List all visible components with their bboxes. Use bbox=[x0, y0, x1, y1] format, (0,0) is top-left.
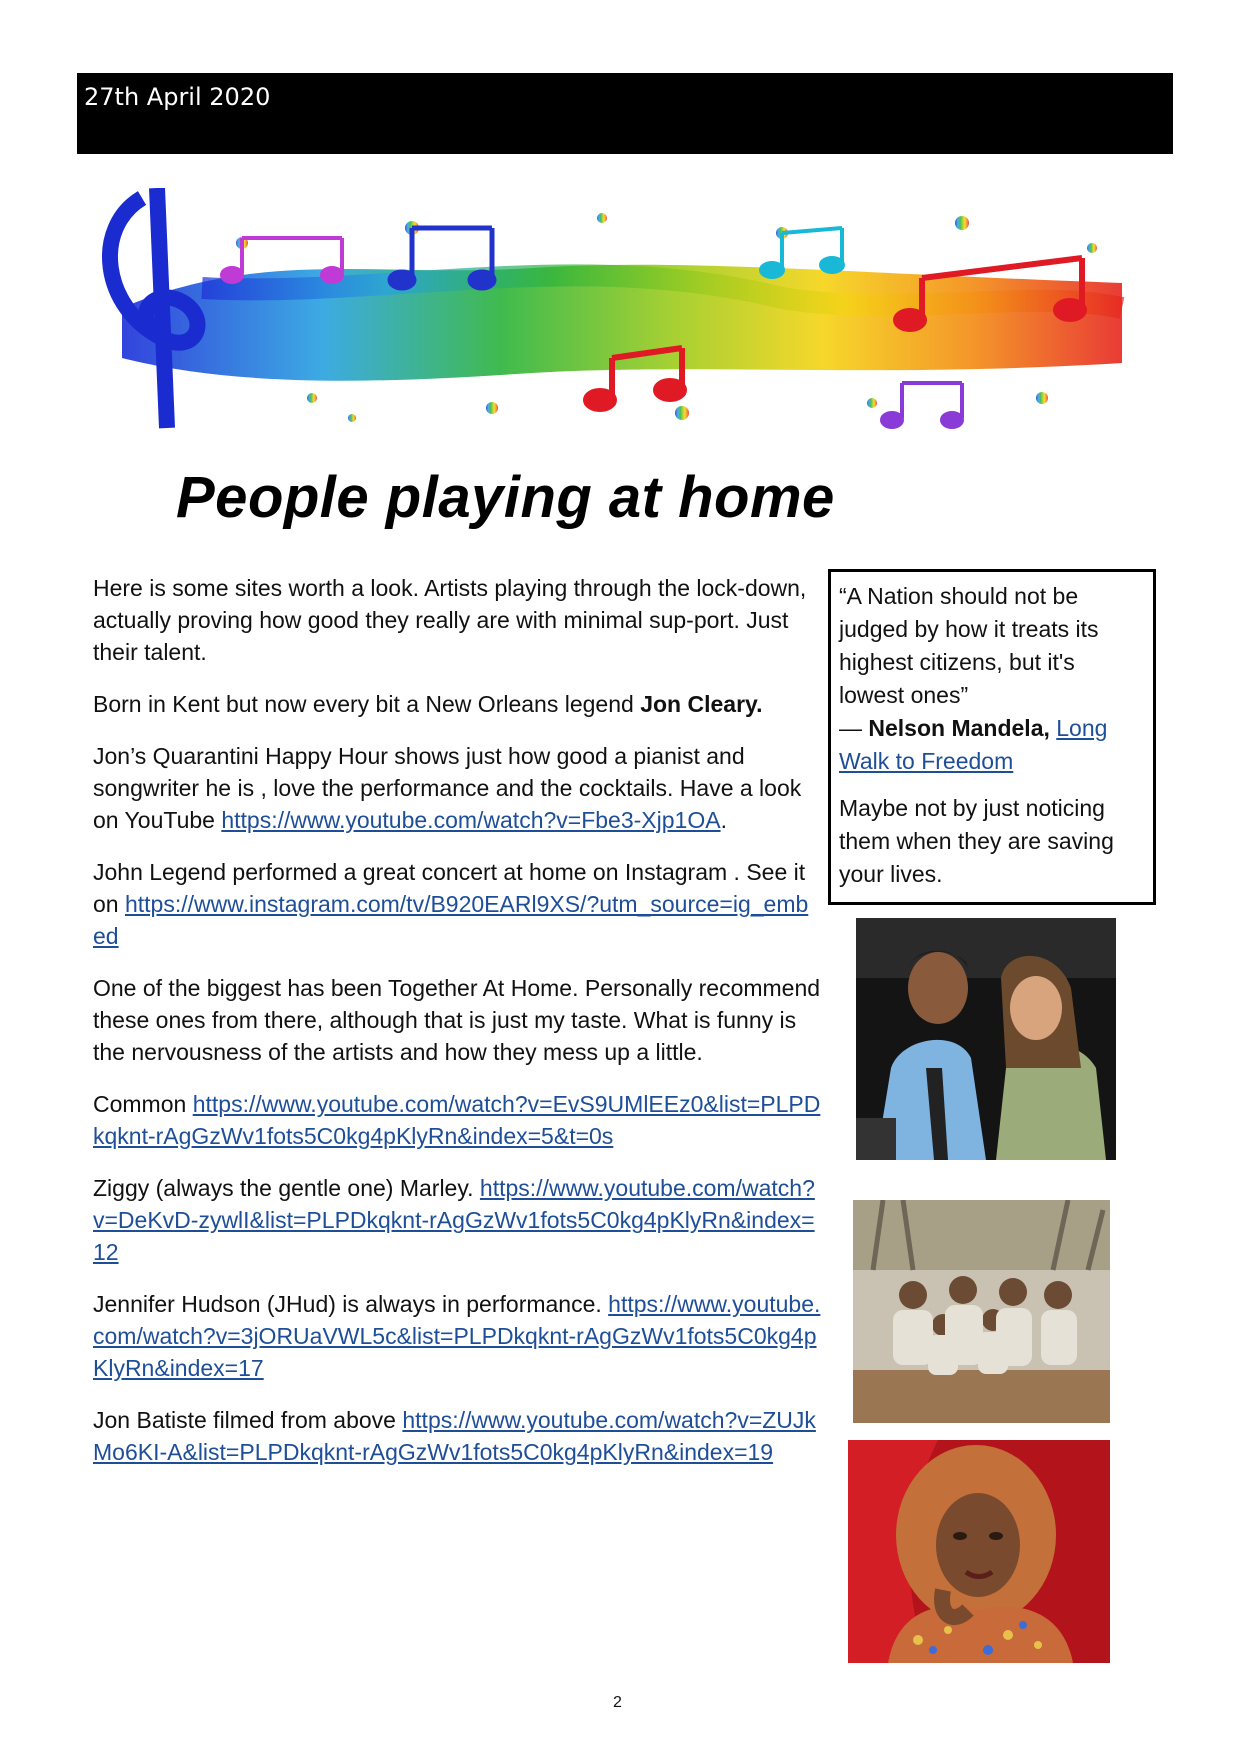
common-paragraph bbox=[93, 1088, 821, 1152]
page-number: 2 bbox=[613, 1694, 622, 1711]
hudson-paragraph bbox=[93, 1288, 821, 1384]
ziggy-paragraph bbox=[93, 1172, 821, 1268]
page-title: People playing at home bbox=[176, 465, 835, 530]
photo-jennifer-hudson bbox=[848, 1440, 1110, 1663]
common-link[interactable]: https://www.youtube.com/watch?v=EvS9UMlEEz0&list=PLPDkqknt-rAgGzWv1fots5C0kg4pKlyRn&index=5&t=0s bbox=[93, 1091, 821, 1149]
article-body bbox=[93, 572, 821, 1488]
ziggy-link[interactable]: https://www.youtube.com/watch?v=DeKvD-zywlI&list=PLPDkqknt-rAgGzWv1fots5C0kg4pKlyRn&index=12 bbox=[93, 1175, 815, 1265]
quarantini-text: Jon’s Quarantini Happy Hour shows just how good a pianist and songwriter he is , love the performance and the cocktails. Have a look on YouTube bbox=[93, 743, 802, 833]
ziggy-text: Ziggy (always the gentle one) Marley. bbox=[93, 1175, 480, 1201]
common-text: Common bbox=[93, 1091, 193, 1117]
batiste-text: Jon Batiste filmed from above bbox=[93, 1407, 403, 1433]
together-paragraph: One of the biggest has been Together At Home. Personally recommend these ones from there, although that is just my taste. What is funny is the nervousness of the artists and how they mess up a little. bbox=[93, 975, 821, 1065]
batiste-paragraph bbox=[93, 1404, 821, 1468]
hudson-link[interactable]: https://www.youtube.com/watch?v=3jORUaVWL5c&list=PLPDkqknt-rAgGzWv1fots5C0kg4pKlyRn&index=17 bbox=[93, 1291, 821, 1381]
quote-author: Nelson Mandela, bbox=[868, 715, 1050, 741]
quote-dash: — bbox=[839, 715, 869, 741]
quote-box bbox=[828, 569, 1156, 905]
batiste-link[interactable]: https://www.youtube.com/watch?v=ZUJkMo6KI-A&list=PLPDkqknt-rAgGzWv1fots5C0kg4pKlyRn&index=19 bbox=[93, 1407, 816, 1465]
intro-paragraph: Here is some sites worth a look. Artists playing through the lock-down, actually proving how good they really are with minimal sup-port. Just their talent. bbox=[93, 575, 807, 665]
quote-text-block bbox=[839, 580, 1145, 778]
photo-john-legend bbox=[856, 918, 1116, 1160]
quarantini-link[interactable]: https://www.youtube.com/watch?v=Fbe3-Xjp1OA bbox=[221, 807, 721, 833]
photo-marley-family bbox=[853, 1200, 1110, 1423]
quarantini-paragraph bbox=[93, 740, 821, 836]
header-date: 27th April 2020 bbox=[84, 83, 271, 111]
legend-paragraph bbox=[93, 856, 821, 952]
legend-text: John Legend performed a great concert at home on Instagram . See it on bbox=[93, 859, 806, 917]
cleary-paragraph bbox=[93, 688, 821, 720]
header-bar bbox=[77, 73, 1173, 154]
cleary-text: Born in Kent but now every bit a New Orleans legend bbox=[93, 691, 641, 717]
cleary-name: Jon Cleary. bbox=[640, 691, 763, 717]
quote-text: “A Nation should not be judged by how it treats its highest citizens, but it's lowest ones” bbox=[839, 583, 1099, 708]
quarantini-end: . bbox=[720, 807, 727, 833]
music-notes-banner bbox=[82, 188, 1134, 436]
quote-comment: Maybe not by just noticing them when they are saving your lives. bbox=[839, 795, 1114, 887]
legend-link[interactable]: https://www.instagram.com/tv/B920EARl9XS/?utm_source=ig_embed bbox=[93, 891, 809, 949]
hudson-text: Jennifer Hudson (JHud) is always in performance. bbox=[93, 1291, 609, 1317]
quote-book-link[interactable]: Long Walk to Freedom bbox=[839, 715, 1108, 774]
